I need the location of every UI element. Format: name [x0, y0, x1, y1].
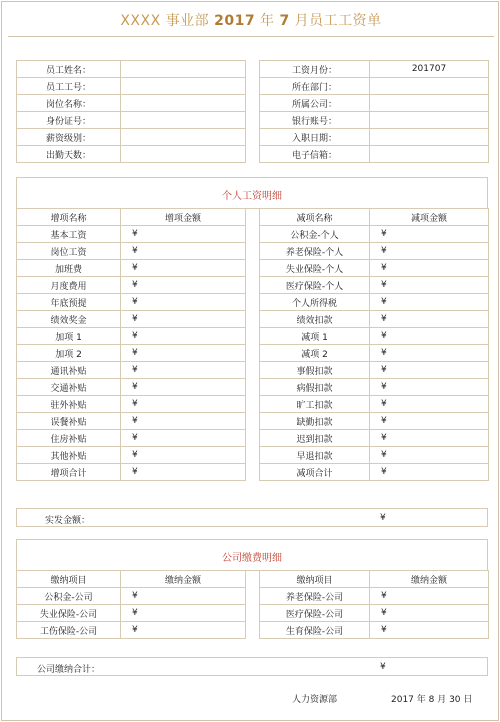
net-pay-row — [16, 508, 488, 527]
col-item-2: 缴纳项目 — [260, 571, 370, 588]
add-item-currency: ¥ — [121, 413, 151, 430]
column-gap — [246, 146, 260, 163]
sub-item-name: 迟到扣款 — [260, 430, 370, 447]
info-label: 所在部门： — [260, 78, 370, 95]
detail-row — [17, 447, 489, 464]
detail-row — [17, 345, 489, 362]
company-item-currency: ¥ — [121, 588, 151, 605]
column-gap — [246, 243, 260, 260]
sub-item-currency: ¥ — [370, 413, 400, 430]
col-sub-amount: 减项金额 — [370, 209, 489, 226]
sub-item-amount — [400, 379, 489, 396]
company-item-amount — [151, 622, 246, 639]
add-item-currency: ¥ — [121, 464, 151, 481]
add-item-currency: ¥ — [121, 396, 151, 413]
add-item-name: 通讯补贴 — [17, 362, 121, 379]
sub-item-amount — [400, 277, 489, 294]
add-item-currency: ¥ — [121, 430, 151, 447]
add-item-name: 月度费用 — [17, 277, 121, 294]
column-gap — [246, 622, 260, 639]
sub-item-currency: ¥ — [370, 277, 400, 294]
info-value — [370, 95, 489, 112]
sub-item-amount — [400, 328, 489, 345]
add-item-name: 基本工资 — [17, 226, 121, 243]
company-item-amount — [400, 605, 489, 622]
sub-item-name: 减项 2 — [260, 345, 370, 362]
column-gap — [246, 464, 260, 481]
column-gap — [246, 430, 260, 447]
company-item-amount — [151, 605, 246, 622]
company-item-currency: ¥ — [121, 605, 151, 622]
add-item-currency: ¥ — [121, 311, 151, 328]
column-gap — [246, 413, 260, 430]
detail-row — [17, 277, 489, 294]
info-value — [121, 112, 246, 129]
info-label: 身份证号： — [17, 112, 121, 129]
sub-item-currency: ¥ — [370, 464, 400, 481]
footer-date: 2017 年 8 月 30 日 — [391, 695, 473, 705]
col-amount-1: 缴纳金额 — [121, 571, 246, 588]
sub-item-name: 医疗保险-个人 — [260, 277, 370, 294]
info-label: 电子信箱： — [260, 146, 370, 163]
sub-item-currency: ¥ — [370, 379, 400, 396]
sub-item-currency: ¥ — [370, 362, 400, 379]
company-item-name: 养老保险-公司 — [260, 588, 370, 605]
add-item-name: 交通补贴 — [17, 379, 121, 396]
company-item-currency: ¥ — [370, 605, 400, 622]
sub-item-amount — [400, 294, 489, 311]
title-mid: 年 — [255, 13, 280, 29]
col-item-1: 缴纳项目 — [17, 571, 121, 588]
column-gap — [246, 95, 260, 112]
sub-item-amount — [400, 260, 489, 277]
add-item-currency: ¥ — [121, 277, 151, 294]
sub-item-amount — [400, 243, 489, 260]
company-item-amount — [400, 588, 489, 605]
add-item-amount — [151, 396, 246, 413]
sub-item-amount — [400, 396, 489, 413]
company-row — [17, 622, 489, 639]
sub-item-amount — [400, 345, 489, 362]
company-row — [17, 605, 489, 622]
personal-detail-header — [17, 209, 489, 226]
sub-item-currency: ¥ — [370, 345, 400, 362]
detail-row — [17, 294, 489, 311]
company-item-amount — [400, 622, 489, 639]
add-item-currency: ¥ — [121, 260, 151, 277]
detail-row — [17, 311, 489, 328]
column-gap — [246, 571, 260, 588]
column-gap — [246, 78, 260, 95]
personal-detail-table — [16, 208, 489, 481]
detail-row — [17, 379, 489, 396]
column-gap — [246, 61, 260, 78]
company-row — [17, 588, 489, 605]
info-label: 员工工号： — [17, 78, 121, 95]
title-prefix: XXXX 事业部 — [120, 13, 215, 29]
info-label: 所属公司： — [260, 95, 370, 112]
detail-row — [17, 430, 489, 447]
info-value — [370, 112, 489, 129]
sub-item-currency: ¥ — [370, 311, 400, 328]
add-item-name: 其他补贴 — [17, 447, 121, 464]
sub-item-amount — [400, 430, 489, 447]
column-gap — [246, 362, 260, 379]
add-item-amount — [151, 430, 246, 447]
info-value — [121, 146, 246, 163]
column-gap — [246, 129, 260, 146]
col-add-name: 增项名称 — [17, 209, 121, 226]
info-value — [121, 95, 246, 112]
column-gap — [246, 447, 260, 464]
title-year: 2017 — [214, 13, 256, 29]
add-item-name: 绩效奖金 — [17, 311, 121, 328]
add-item-name: 误餐补贴 — [17, 413, 121, 430]
col-amount-2: 缴纳金额 — [370, 571, 489, 588]
column-gap — [246, 112, 260, 129]
add-item-amount — [151, 311, 246, 328]
company-total-label: 公司缴纳合计： — [37, 665, 101, 675]
company-item-name: 医疗保险-公司 — [260, 605, 370, 622]
company-item-currency: ¥ — [370, 588, 400, 605]
add-item-name: 住房补贴 — [17, 430, 121, 447]
employee-info-table — [16, 60, 489, 163]
company-item-amount — [151, 588, 246, 605]
column-gap — [246, 328, 260, 345]
company-item-currency: ¥ — [370, 622, 400, 639]
column-gap — [246, 345, 260, 362]
add-item-amount — [151, 413, 246, 430]
add-item-currency: ¥ — [121, 226, 151, 243]
page-title — [2, 10, 500, 30]
add-item-currency: ¥ — [121, 243, 151, 260]
detail-row — [17, 328, 489, 345]
company-contribution-table — [16, 570, 489, 639]
add-item-currency: ¥ — [121, 362, 151, 379]
info-label: 入职日期： — [260, 129, 370, 146]
company-section-header — [16, 539, 488, 571]
detail-row — [17, 464, 489, 481]
company-item-name: 生育保险-公司 — [260, 622, 370, 639]
info-label: 岗位名称： — [17, 95, 121, 112]
sub-item-currency: ¥ — [370, 260, 400, 277]
sub-item-name: 缺勤扣款 — [260, 413, 370, 430]
add-item-amount — [151, 260, 246, 277]
add-item-amount — [151, 294, 246, 311]
company-total-currency: ¥ — [380, 662, 386, 672]
column-gap — [246, 260, 260, 277]
net-pay-currency: ¥ — [380, 513, 386, 523]
col-sub-name: 减项名称 — [260, 209, 370, 226]
sub-item-name: 减项 1 — [260, 328, 370, 345]
company-total-row — [16, 657, 488, 676]
sub-item-amount — [400, 226, 489, 243]
net-pay-label: 实发金额： — [45, 516, 91, 526]
sub-item-amount — [400, 362, 489, 379]
sub-item-currency: ¥ — [370, 294, 400, 311]
company-item-name: 工伤保险-公司 — [17, 622, 121, 639]
add-item-currency: ¥ — [121, 328, 151, 345]
detail-row — [17, 396, 489, 413]
detail-row — [17, 260, 489, 277]
add-item-name: 加班费 — [17, 260, 121, 277]
add-item-amount — [151, 328, 246, 345]
personal-section-title: 个人工资明细 — [222, 191, 282, 202]
personal-section-header — [16, 177, 488, 209]
sub-item-name: 早退扣款 — [260, 447, 370, 464]
column-gap — [246, 311, 260, 328]
add-item-amount — [151, 362, 246, 379]
info-label: 出勤天数： — [17, 146, 121, 163]
sub-item-amount — [400, 413, 489, 430]
column-gap — [246, 588, 260, 605]
column-gap — [246, 396, 260, 413]
info-value — [121, 61, 246, 78]
add-item-name: 岗位工资 — [17, 243, 121, 260]
add-item-currency: ¥ — [121, 294, 151, 311]
sub-item-currency: ¥ — [370, 243, 400, 260]
title-suffix: 月员工工资单 — [289, 13, 382, 29]
add-item-name: 驻外补贴 — [17, 396, 121, 413]
sub-item-currency: ¥ — [370, 226, 400, 243]
title-month: 7 — [279, 13, 290, 29]
sub-item-name: 旷工扣款 — [260, 396, 370, 413]
info-row — [17, 78, 489, 95]
add-item-currency: ¥ — [121, 345, 151, 362]
sub-item-name: 病假扣款 — [260, 379, 370, 396]
add-item-amount — [151, 277, 246, 294]
detail-row — [17, 413, 489, 430]
info-value — [121, 78, 246, 95]
detail-row — [17, 243, 489, 260]
column-gap — [246, 209, 260, 226]
info-value — [370, 78, 489, 95]
add-item-name: 加项 1 — [17, 328, 121, 345]
column-gap — [246, 379, 260, 396]
company-section-title: 公司缴费明细 — [222, 553, 282, 564]
add-item-amount — [151, 464, 246, 481]
add-item-currency: ¥ — [121, 447, 151, 464]
detail-row — [17, 226, 489, 243]
add-item-amount — [151, 345, 246, 362]
footer-department: 人力资源部 — [292, 695, 338, 705]
add-item-name: 年底预提 — [17, 294, 121, 311]
add-item-amount — [151, 243, 246, 260]
info-label: 薪资级别： — [17, 129, 121, 146]
sub-item-amount — [400, 464, 489, 481]
add-item-name: 加项 2 — [17, 345, 121, 362]
add-item-name: 增项合计 — [17, 464, 121, 481]
info-value — [370, 129, 489, 146]
payslip-page — [1, 1, 499, 721]
info-value: 201707 — [370, 61, 489, 78]
company-item-name: 公积金-公司 — [17, 588, 121, 605]
sub-item-amount — [400, 311, 489, 328]
add-item-amount — [151, 447, 246, 464]
info-row — [17, 112, 489, 129]
column-gap — [246, 226, 260, 243]
sub-item-name: 公积金-个人 — [260, 226, 370, 243]
sub-item-name: 事假扣款 — [260, 362, 370, 379]
company-table-header — [17, 571, 489, 588]
add-item-amount — [151, 379, 246, 396]
company-item-name: 失业保险-公司 — [17, 605, 121, 622]
info-label: 银行账号： — [260, 112, 370, 129]
sub-item-name: 养老保险-个人 — [260, 243, 370, 260]
company-item-currency: ¥ — [121, 622, 151, 639]
info-label: 工资月份： — [260, 61, 370, 78]
info-row — [17, 61, 489, 78]
add-item-amount — [151, 226, 246, 243]
add-item-currency: ¥ — [121, 379, 151, 396]
info-row — [17, 129, 489, 146]
sub-item-currency: ¥ — [370, 328, 400, 345]
sub-item-currency: ¥ — [370, 396, 400, 413]
detail-row — [17, 362, 489, 379]
sub-item-currency: ¥ — [370, 430, 400, 447]
sub-item-name: 失业保险-个人 — [260, 260, 370, 277]
sub-item-amount — [400, 447, 489, 464]
column-gap — [246, 294, 260, 311]
info-label: 员工姓名： — [17, 61, 121, 78]
sub-item-name: 减项合计 — [260, 464, 370, 481]
info-value — [121, 129, 246, 146]
sub-item-name: 绩效扣款 — [260, 311, 370, 328]
col-add-amount: 增项金额 — [121, 209, 246, 226]
sub-item-name: 个人所得税 — [260, 294, 370, 311]
column-gap — [246, 277, 260, 294]
sub-item-currency: ¥ — [370, 447, 400, 464]
title-divider — [8, 36, 494, 37]
info-row — [17, 146, 489, 163]
column-gap — [246, 605, 260, 622]
info-row — [17, 95, 489, 112]
info-value — [370, 146, 489, 163]
